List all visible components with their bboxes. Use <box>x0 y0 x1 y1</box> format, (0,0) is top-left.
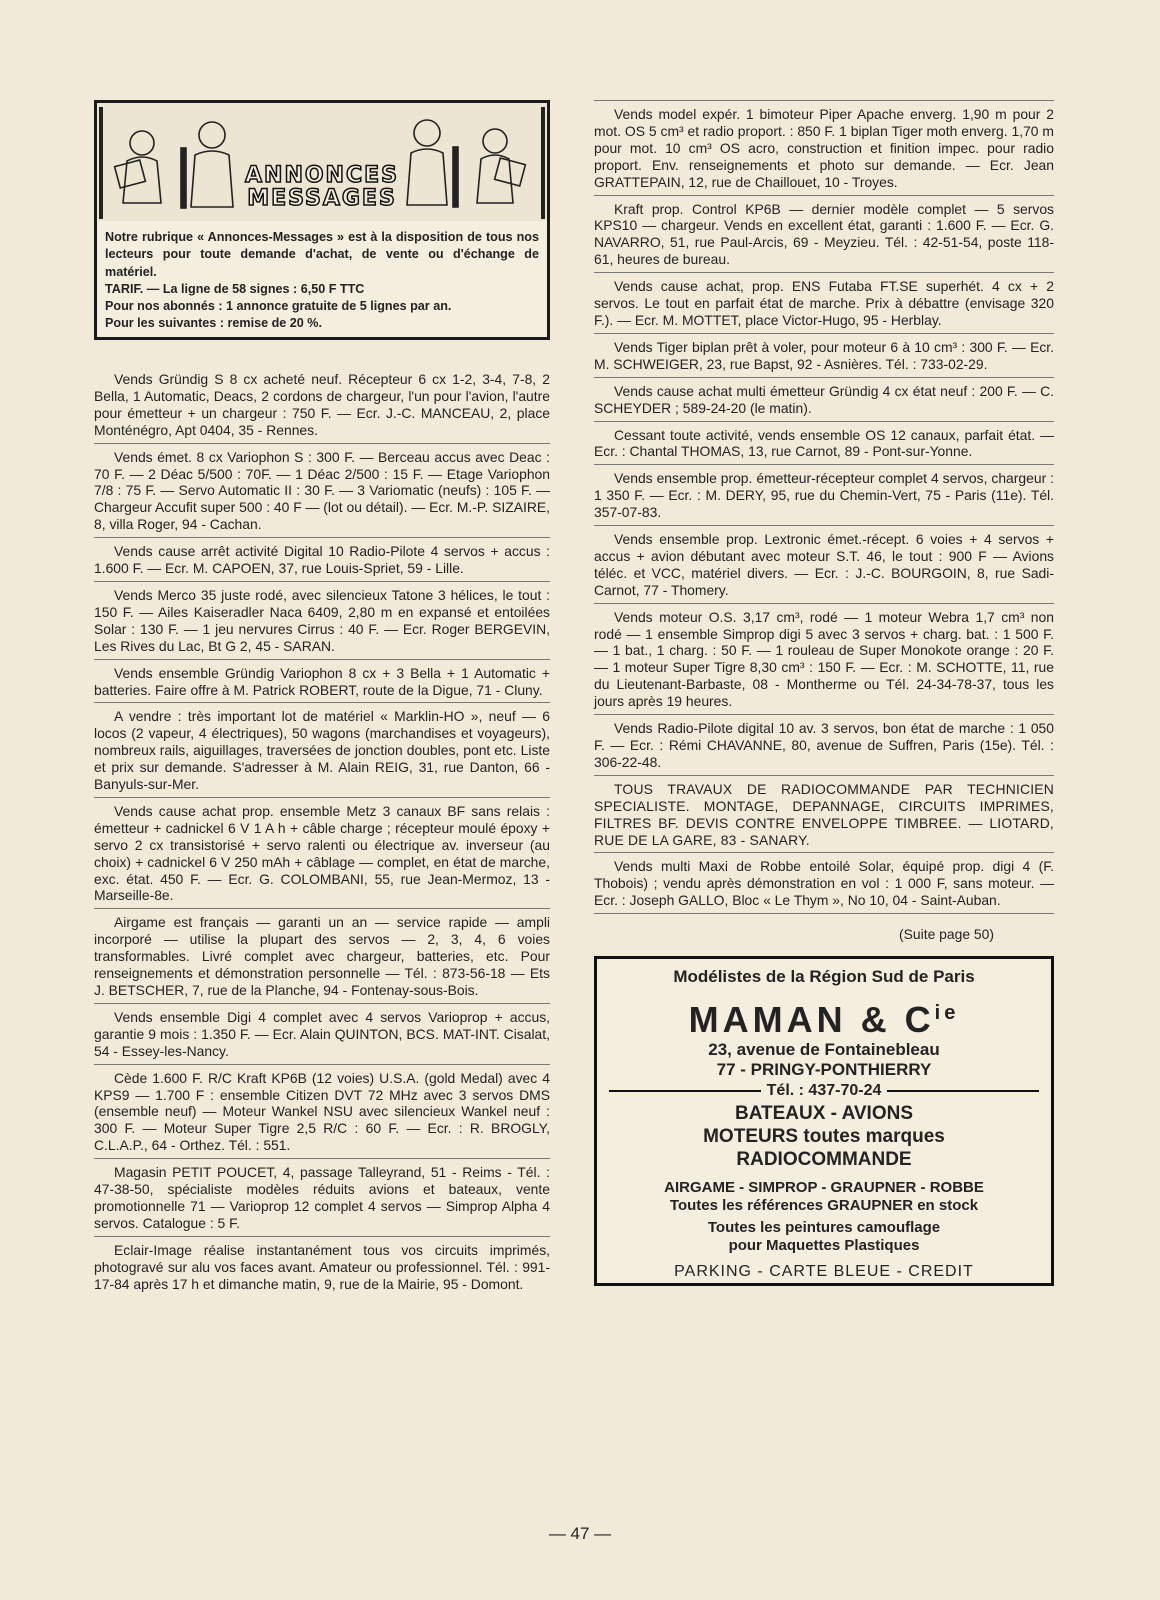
classifieds-header <box>94 100 550 340</box>
shop-brands: AIRGAME - SIMPROP - GRAUPNER - ROBBE <box>664 1179 984 1197</box>
classified-ad: Vends cause achat prop. ensemble Metz 3 canaux BF sans relais : émetteur + cadnickel 6 V 1 A h + câble charge ; récepteur moulé époxy + servo 2 cx transistorisé + servo ralenti ou électrique av. inverseur (au choix) + cadnickel 6 V 250 mAh + câblage — complet, en état de marche, exc. état. 450 F. — Ecr. G. COLOMBANI, 55, rue Jean-Mermoz, 13 - Marseille-8e. <box>94 797 550 908</box>
classified-ad: Vends model expér. 1 bimoteur Piper Apache enverg. 1,90 m pour 2 mot. OS 5 cm³ et radio proport. : 850 F. 1 biplan Tiger moth enverg. 1,70 m pour mot. 10 cm³ OS acro, construction et finition impec. pour radio proport. Env. renseignements et photo sur demande. — Ecr. Jean GRATTEPAIN, 12, rue de Chaillouet, 10 - Troyes. <box>594 106 1054 190</box>
classified-ad: Vends moteur O.S. 3,17 cm³, rodé — 1 moteur Webra 1,7 cm³ non rodé — 1 ensemble Simprop digi 5 avec 3 servos + charg. bat. : 1 500 F. — 1 bat., 1 charg. : 50 F. — 1 rouleau de Super Monokote orange : 20 F. — 1 moteur Super Tigre 8,30 cm³ : 150 F. — Ecr. : M. SCHOTTE, 11, rue du Lieutenant-Barbaste, 08 - Montherme ou Tél. 24-34-78-37, tous les jours après 19 heures. <box>594 603 1054 714</box>
left-column <box>94 100 550 1297</box>
shop-paint-line2: pour Maquettes Plastiques <box>728 1237 920 1255</box>
classified-ad: Vends Gründig S 8 cx acheté neuf. Récepteur 6 cx 1-2, 3-4, 7-8, 2 Bella, 1 Automatic, Deacs, 2 cordons de chargeur, l'un pour l'avion, l'autre pour émetteur + un chargeur : 750 F. — Ecr. J.-C. MANCEAU, 2, place Monténégro, Apt 0404, 35 - Rennes. <box>94 371 550 438</box>
classified-ad: Cessant toute activité, vends ensemble OS 12 canaux, parfait état. — Ecr. : Chantal THOMAS, 13, rue Carnot, 89 - Pont-sur-Yonne. <box>594 421 1054 465</box>
header-rules <box>105 229 539 333</box>
shop-advertisement <box>594 956 1054 1286</box>
classified-ad: Vends émet. 8 cx Variophon S : 300 F. — Berceau accus avec Deac : 70 F. — 2 Déac 5/500 : 70F. — 1 Déac 2/500 : 15 F. — Etage Variophon 7/8 : 75 F. — Servo Automatic II : 30 F. — 3 Variomatic (neufs) : 105 F. — Chargeur Accufit super 500 : 40 F — (lot ou détail). — Ecr. M.-P. SIZAIRE, 8, villa Roger, 94 - Cachan. <box>94 443 550 538</box>
shop-name-text: MAMAN & C <box>688 999 935 1041</box>
classified-ad: Vends Radio-Pilote digital 10 av. 3 servos, bon état de marche : 1 050 F. — Ecr. : Rémi CHAVANNE, 80, avenue de Suffren, Paris (15e). Tél. : 306-22-48. <box>594 714 1054 775</box>
divider <box>887 1090 1039 1092</box>
classified-ad: Vends ensemble Gründig Variophon 8 cx + 3 Bella + 1 Automatic + batteries. Faire offre à M. Patrick ROBERT, route de la Digue, 71 - Cluny. <box>94 659 550 703</box>
shop-phone: Tél. : 437-70-24 <box>766 1082 882 1100</box>
classified-ad: Vends ensemble prop. émetteur-récepteur complet 4 servos, chargeur : 1 350 F. — Ecr. : M. DERY, 95, rue du Chemin-Vert, 75 - Paris (11e). Tél. 357-07-83. <box>594 464 1054 525</box>
shop-paint-line1: Toutes les peintures camouflage <box>707 1219 941 1237</box>
classified-ad: Vends ensemble prop. Lextronic émet.-récept. 6 voies + 4 servos + accus + avion débutant avec moteur S.T. 46, le tout : 900 F — Avions téléc. et VCC, matériel divers. — Ecr. : J.-C. BOURGOIN, 8, rue Sadi-Carnot, 77 - Thomery. <box>594 525 1054 603</box>
header-title-line2: MESSAGES <box>247 186 397 211</box>
shop-address-line2: 77 - PRINGY-PONTHIERRY <box>716 1060 932 1080</box>
classified-ad: Magasin PETIT POUCET, 4, passage Talleyrand, 51 - Reims - Tél. : 47-38-50, spécialiste modèles réduits avions et bateaux, vente promotionnelle 71 — Varioprop 12 complet 4 servos — Simprop Alpha 4 servos. Catalogue : 5 F. <box>94 1158 550 1236</box>
shop-tagline: Modélistes de la Région Sud de Paris <box>673 967 975 987</box>
header-title-line1: ANNONCES <box>245 163 399 188</box>
classified-ad: Vends Tiger biplan prêt à voler, pour moteur 6 à 10 cm³ : 300 F. — Ecr. M. SCHWEIGER, 23, rue Bapst, 92 - Asnières. Tél. : 733-02-29. <box>594 333 1054 377</box>
header-subscribers: Pour nos abonnés : 1 annonce gratuite de 5 lignes par an. <box>105 299 452 314</box>
shop-name <box>597 993 1051 1040</box>
classified-ad: Cède 1.600 F. R/C Kraft KP6B (12 voies) U.S.A. (gold Medal) avec 4 KPS9 — 1.700 F : ensemble Citizen DVT 72 MHz avec 3 servos DMS (ensemble neuf) — Moteur Wankel NSU avec silencieux Wankel neuf : 300 F. — Moteur Super Tigre 2,5 R/C : 60 F. — Ecr. : R. BROGLY, C.L.A.P., 64 - Orthez. Tél. : 551. <box>94 1064 550 1159</box>
shop-line-boats: BATEAUX - AVIONS <box>734 1103 914 1125</box>
header-tariff: TARIF. — La ligne de 58 signes : 6,50 F TTC <box>105 281 365 296</box>
classified-ad: Eclair-Image réalise instantanément tous vos circuits imprimés, photogravé sur alu vos faces avant. Amateur ou professionnel. Tél. : 991-17-84 après 17 h et dimanche matin, 9, rue de la Mairie, 95 - Domont. <box>94 1236 550 1297</box>
shop-name-sup: ie <box>934 1002 960 1025</box>
shop-services: PARKING - CARTE BLEUE - CREDIT <box>674 1263 974 1281</box>
classified-ad: Vends multi Maxi de Robbe entoilé Solar, équipé prop. digi 4 (F. Thobois) ; vendu après démonstration en vol : 1 000 F, sans moteur. — Ecr. : Joseph GALLO, Bloc « Le Thym », No 10, 04 - Saint-Auban. <box>594 852 1054 914</box>
classified-ad: A vendre : très important lot de matériel « Marklin-HO », neuf — 6 locos (2 vapeur, 4 électriques), 50 wagons (marchandises et voyageurs), nombreux rails, aiguillages, traversées de jonction doubles, pont etc. Liste et prix sur demande. S'adresser à M. Alain REIG, 31, rue Danton, 66 - Banyuls-sur-Mer. <box>94 702 550 797</box>
divider <box>609 1090 761 1092</box>
header-title <box>217 163 427 211</box>
shop-address-line1: 23, avenue de Fontainebleau <box>708 1040 940 1060</box>
shop-line-engines: MOTEURS toutes marques <box>703 1126 945 1148</box>
classified-ad: Vends Merco 35 juste rodé, avec silencieux Tatone 3 hélices, le tout : 150 F. — Ailes Kaiseradler Naca 6409, 2,80 m en expansé et entoilées Solar : 130 F. — 1 jeu nervures Cirrus : 40 F. — Ecr. Roger BERGEVIN, Les Rives du Lac, Bt G 2, 45 - SARAN. <box>94 581 550 659</box>
shop-line-radio: RADIOCOMMANDE <box>736 1149 912 1171</box>
classified-ad: Airgame est français — garanti un an — service rapide — ampli incorporé — utilise la plupart des servos — 2, 3, 4, 6 voies transformables. Livré complet avec chargeur, batteries, etc. Pour renseignements et démonstration personnelle — Tél. : 873-56-18 — Ets J. BETSCHER, 7, rue de la Planche, 94 - Fontenay-sous-Bois. <box>94 908 550 1003</box>
classified-ad: Vends cause achat multi émetteur Gründig 4 cx état neuf : 200 F. — C. SCHEYDER ; 589-24-20 (le matin). <box>594 377 1054 421</box>
header-discount: Pour les suivantes : remise de 20 %. <box>105 316 322 331</box>
right-column <box>594 100 1054 1286</box>
classified-ad: Vends cause achat, prop. ENS Futaba FT.SE superhét. 4 cx + 2 servos. Le tout en parfait état de marche. Prix à débattre (envisage 320 F.). — Ecr. M. MOTTET, place Victor-Hugo, 95 - Herblay. <box>594 272 1054 333</box>
header-intro: Notre rubrique « Annonces-Messages » est à la disposition de tous nos lecteurs pour toute demande d'achat, de vente ou d'échange de matériel. <box>105 230 539 279</box>
right-ads <box>594 100 1054 914</box>
continued-note: (Suite page 50) <box>899 926 994 943</box>
classified-ad: TOUS TRAVAUX DE RADIOCOMMANDE PAR TECHNICIEN SPECIALISTE. MONTAGE, DEPANNAGE, CIRCUITS IMPRIMES, FILTRES BF. DEVIS CONTRE ENVELOPPE TIMBREE. — LIOTARD, RUE DE LA GARE, 83 - SANARY. <box>594 775 1054 853</box>
left-ads <box>94 366 550 1297</box>
shop-phone-row <box>609 1082 1039 1100</box>
classified-ad: Vends cause arrêt activité Digital 10 Radio-Pilote 4 servos + accus : 1.600 F. — Ecr. M. CAPOEN, 37, rue Louis-Spriet, 59 - Lille. <box>94 537 550 581</box>
shop-references: Toutes les références GRAUPNER en stock <box>669 1197 979 1215</box>
classified-ad: Vends ensemble Digi 4 complet avec 4 servos Varioprop + accus, garantie 9 mois : 1.350 F. — Ecr. Alain QUINTON, BCS. MAT-INT. Cisalat, 54 - Essey-les-Nancy. <box>94 1003 550 1064</box>
classified-ad: Kraft prop. Control KP6B — dernier modèle complet — 5 servos KPS10 — chargeur. Vends en excellent état, garanti : 1.600 F. — Ecr. G. NAVARRO, 51, rue Paul-Arcis, 69 - Meyzieu. Tél. : 42-51-54, poste 118-61, heures de bureau. <box>594 195 1054 273</box>
page-number: — 47 — <box>548 1524 612 1543</box>
